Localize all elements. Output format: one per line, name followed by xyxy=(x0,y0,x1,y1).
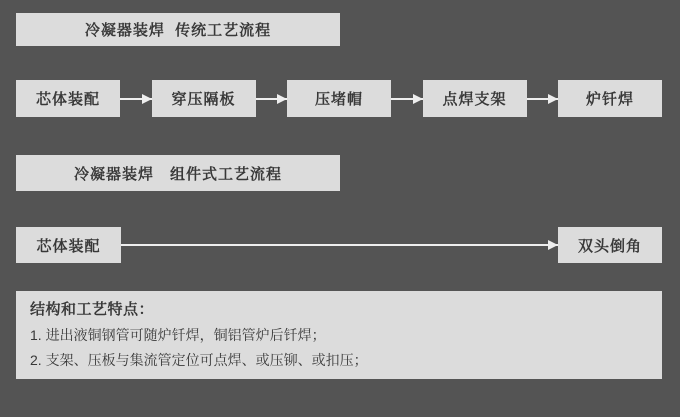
notes-title: 结构和工艺特点： xyxy=(30,301,155,318)
flow-step-spot-weld-bracket: 点焊支架 xyxy=(423,80,527,117)
notes-item-1: 1. 进出液铜钢管可随炉钎焊，铜铝管炉后钎焊； xyxy=(30,327,326,343)
traditional-flow-title: 冷凝器装焊 传统工艺流程 xyxy=(16,13,340,46)
traditional-flow-row xyxy=(16,80,662,117)
flow-step-press-partition: 穿压隔板 xyxy=(152,80,256,117)
flow-step-double-end-chamfer: 双头倒角 xyxy=(558,227,662,263)
arrow-right-icon xyxy=(121,244,558,246)
arrow-right-icon xyxy=(527,98,559,100)
arrow-right-icon xyxy=(120,98,152,100)
flow-step-press-cap: 压堵帽 xyxy=(287,80,391,117)
arrow-right-icon xyxy=(391,98,423,100)
notes-panel xyxy=(16,291,662,379)
component-flow-row xyxy=(16,227,662,263)
component-flow-title: 冷凝器装焊 组件式工艺流程 xyxy=(16,155,340,191)
flow-step-core-assembly-2: 芯体装配 xyxy=(16,227,121,263)
notes-item-2: 2. 支架、压板与集流管定位可点焊、或压铆、或扣压； xyxy=(30,352,368,368)
flow-step-furnace-brazing: 炉钎焊 xyxy=(558,80,662,117)
flow-step-core-assembly: 芯体装配 xyxy=(16,80,120,117)
arrow-right-icon xyxy=(256,98,288,100)
